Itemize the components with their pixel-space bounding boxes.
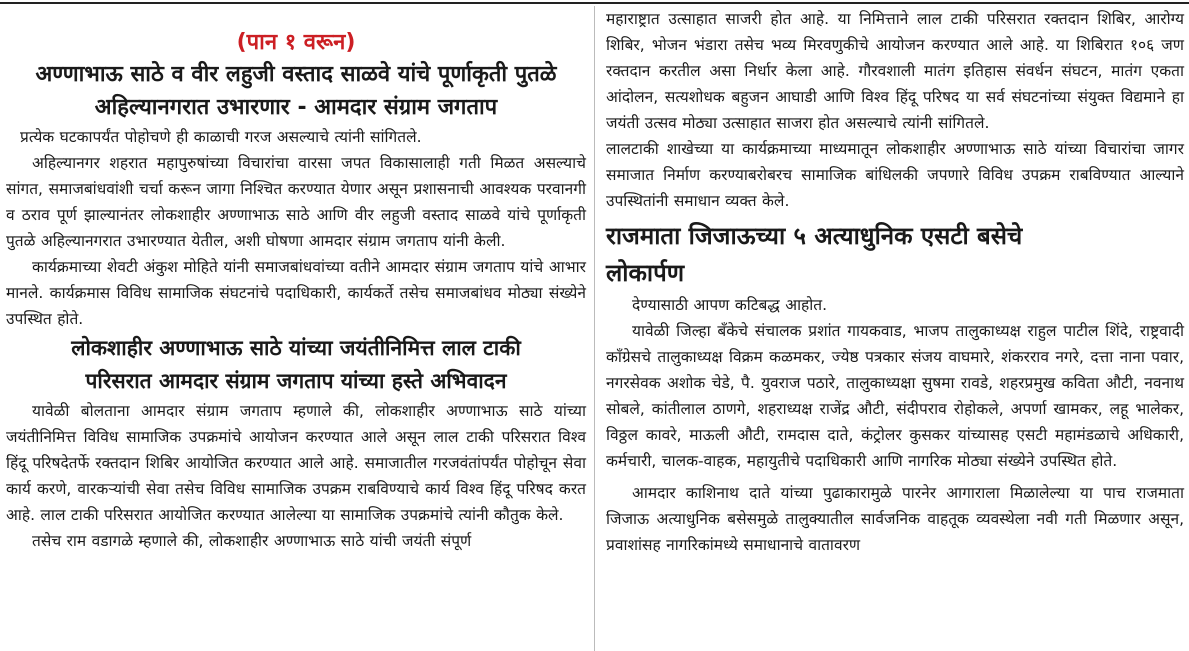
headline-line: अहिल्यानगरात उभारणार - आमदार संग्राम जगताप (94, 95, 498, 120)
article-paragraph: प्रत्येक घटकापर्यंत पोहोचणे ही काळाची गरज असल्याचे त्यांनी सांगितले. (20, 128, 422, 146)
article-paragraph: महाराष्ट्रात उत्साहात साजरी होत आहे. या निमित्ताने लाल टाकी परिसरात रक्तदान शिबिर, आरोग्य शिबिर, भोजन भंडारा तसेच भव्य मिरवणुकीचे आयोजन करण्यात आले आहे. या शिबिरात १०६ जण रक्तदान करतील असा निर्धार केला आहे. गौरवशाली मातंग इतिहास संवर्धन संघटन, मातंग एकता आंदोलन, सत्यशोधक बहुजन आघाडी आणि विश्व हिंदू परिषद या सर्व संघटनांच्या संयुक्त विद्यमाने हा जयंती उत्सव मोठ्या उत्साहात साजरा होत असल्याचे त्यांनी सांगितले. (606, 10, 1184, 132)
continuation-note: (पान १ वरून) (236, 30, 356, 55)
article-paragraph: लालटाकी शाखेच्या या कार्यक्रमाच्या माध्यमातून लोकशाहीर अण्णाभाऊ साठे यांच्या विचारांचा जागर समाजात निर्माण करण्याबरोबरच सामाजिक बांधिलकी जपणारे विविध उपक्रम राबविण्यात आल्याने उपस्थितांनी समाधान व्यक्त केले. (606, 140, 1184, 210)
headline-statues (6, 58, 586, 124)
headline-line: परिसरात आमदार संग्राम जगताप यांच्या हस्ते अभिवादन (85, 369, 507, 393)
top-rule (0, 2, 1189, 4)
article-paragraph: यावेळी बोलताना आमदार संग्राम जगताप म्हणाले की, लोकशाहीर अण्णाभाऊ साठे यांच्या जयंतीनिमित्त विविध सामाजिक उपक्रमांचे आयोजन करण्यात आले असून लाल टाकी परिसरात विश्व हिंदू परिषदेतर्फे रक्तदान शिबिर आयोजित करण्यात आले आहे. समाजातील गरजवंतांपर्यंत पोहोचून सेवा कार्य करणे, वारकऱ्यांची सेवा तसेच विविध सामाजिक उपक्रम राबविण्याचे कार्य विश्व हिंदू परिषद करत आहे. लाल टाकी परिसरात आयोजित करण्यात आलेल्या या सामाजिक उपक्रमांचे त्यांनी कौतुक केले. (6, 402, 586, 524)
article-paragraph: अहिल्यानगर शहरात महापुरुषांच्या विचारांचा वारसा जपत विकासालाही गती मिळत असल्याचे सांगत, समाजबांधवांशी चर्चा करून जागा निश्चित करण्यात येणार असून प्रशासनाची आवश्यक परवानगी व ठराव पूर्ण झाल्यानंतर लोकशाहीर अण्णाभाऊ साठे आणि वीर लहुजी वस्ताद साळवे यांचे पूर्णाकृती पुतळे अहिल्यानगरात उभारण्यात येतील, अशी घोषणा आमदार संग्राम जगताप यांनी केली. (6, 154, 586, 250)
article-paragraph: कार्यक्रमाच्या शेवटी अंकुश मोहिते यांनी समाजबांधवांच्या वतीने आमदार संग्राम जगताप यांचे आभार मानले. कार्यक्रमास विविध सामाजिक संघटनांचे पदाधिकारी, कार्यकर्ते तसेच समाजबांधव मोठ्या संख्येने उपस्थित होते. (6, 258, 586, 328)
headline-tribute (6, 332, 586, 398)
headline-line: राजमाता जिजाऊच्या ५ अत्याधुनिक एसटी बसेचे (606, 222, 1023, 250)
right-column (606, 6, 1184, 558)
column-divider (594, 6, 595, 651)
headline-line: अण्णाभाऊ साठे व वीर लहुजी वस्ताद साळवे यांचे पूर्णाकृती पुतळे (35, 62, 557, 87)
article-paragraph: आमदार काशिनाथ दाते यांच्या पुढाकारामुळे पारनेर आगाराला मिळालेल्या या पाच राजमाता जिजाऊ अत्याधुनिक बसेसमुळे तालुक्यातील सार्वजनिक वाहतूक व्यवस्थेला नवी गती मिळणार असून, प्रवाशांसह नागरिकांमध्ये समाधानाचे वातावरण (606, 484, 1184, 554)
article-paragraph: यावेळी जिल्हा बँकेचे संचालक प्रशांत गायकवाड, भाजप तालुकाध्यक्ष राहुल पाटील शिंदे, राष्ट्रवादी काँग्रेसचे तालुकाध्यक्ष विक्रम कळमकर, ज्येष्ठ पत्रकार संजय वाघमारे, शंकरराव नगरे, दत्ता नाना पवार, नगरसेवक अशोक चेडे, पै. युवराज पठारे, तालुकाध्यक्षा सुषमा रावडे, शहरप्रमुख कविता औटी, नवनाथ सोबले, कांतीलाल ठाणगे, शहराध्यक्ष राजेंद्र औटी, संदीपराव रोहोकले, अपर्णा खामकर, लहू भालेकर, विठ्ठल कावरे, माऊली औटी, रामदास दाते, कंट्रोलर कुसकर यांच्यासह एसटी महामंडळाचे अधिकारी, कर्मचारी, चालक-वाहक, महायुतीचे पदाधिकारी आणि नागरिक मोठ्या संख्येने उपस्थित होते. (606, 322, 1184, 470)
article-paragraph: देण्यासाठी आपण कटिबद्ध आहोत. (632, 296, 828, 314)
headline-bus-launch (606, 218, 1184, 292)
headline-line: लोकार्पण (606, 259, 685, 287)
left-column (6, 6, 586, 554)
headline-line: लोकशाहीर अण्णाभाऊ साठे यांच्या जयंतीनिमित्त लाल टाकी (71, 336, 521, 360)
article-paragraph: तसेच राम वडागळे म्हणाले की, लोकशाहीर अण्णाभाऊ साठे यांची जयंती संपूर्ण (32, 532, 472, 550)
